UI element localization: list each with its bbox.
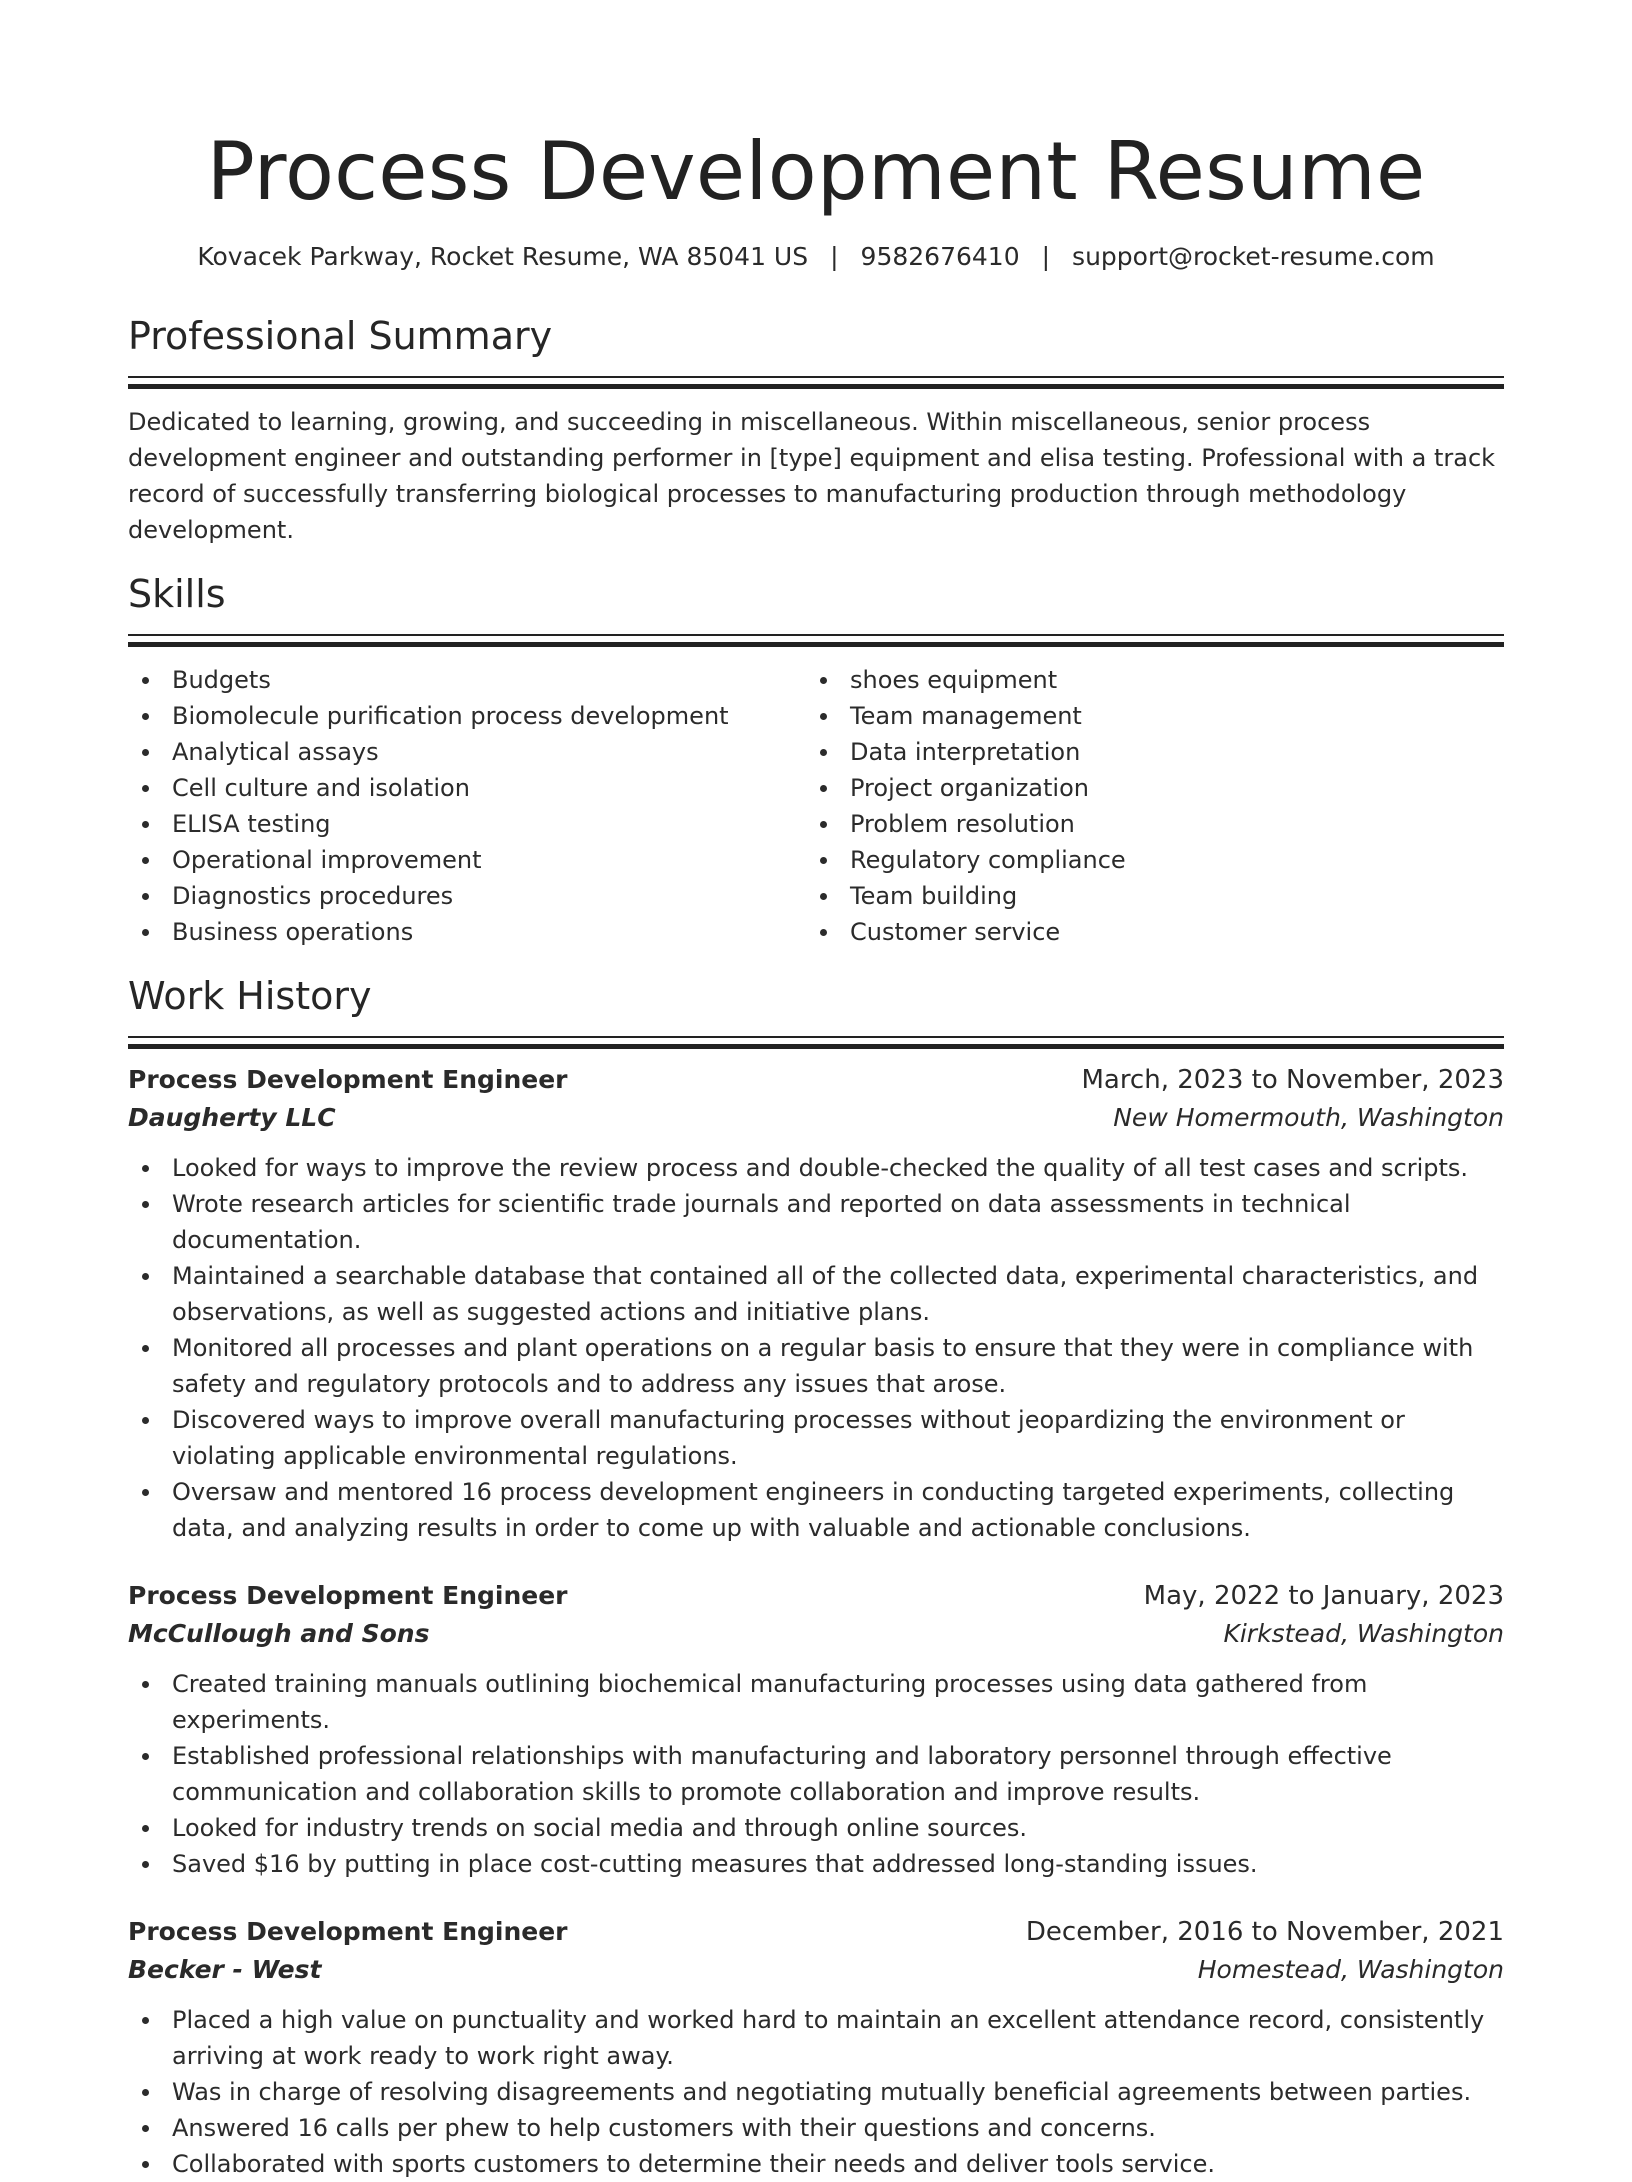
skill-item: Diagnostics procedures [128,878,806,914]
job-company-row [128,1950,1504,1990]
job-bullet: Looked for ways to improve the review process and double-checked the quality of all test cases and scripts. [128,1150,1504,1186]
job-title: Process Development Engineer [128,1065,568,1094]
resume-page [128,0,1504,2182]
job-bullet: Discovered ways to improve overall manufacturing processes without jeopardizing the environment or violating applicable environmental regulations. [128,1402,1504,1474]
job-header-row [128,1578,1504,1614]
job-header-row [128,1914,1504,1950]
contact-separator: | [1041,242,1051,271]
job-location: Kirkstead, Washington [1223,1619,1504,1648]
skill-item: Operational improvement [128,842,806,878]
skills-section [128,570,1504,950]
skills-list-right [806,662,1484,950]
job-bullet: Monitored all processes and plant operations on a regular basis to ensure that they were in compliance with safety and regulatory protocols and to address any issues that arose. [128,1330,1504,1402]
skill-item: Problem resolution [806,806,1484,842]
job-bullet: Collaborated with sports customers to determine their needs and deliver tools service. [128,2146,1504,2182]
job-entry [128,1914,1504,2182]
contact-line [128,240,1504,274]
contact-separator: | [830,242,839,271]
skill-item: Budgets [128,662,806,698]
job-entry [128,1062,1504,1546]
summary-text: Dedicated to learning, growing, and succeeding in miscellaneous. Within miscellaneous, senior process development engineer and outstanding performer in [type] equipment and elisa testing. Professional with a track record of successfully transferring biological processes to manufacturing production through methodology development. [128,408,1496,544]
skill-item: Regulatory compliance [806,842,1484,878]
section-divider [128,376,1504,390]
email-link[interactable]: support@rocket-resume.com [1072,242,1435,271]
job-company: Becker - West [128,1955,322,1984]
skill-item: Biomolecule purification process development [128,698,806,734]
job-bullet: Oversaw and mentored 16 process development engineers in conducting targeted experiments, collecting data, and analyzing results in order to come up with valuable and actionable conclusions. [128,1474,1504,1546]
job-bullet: Was in charge of resolving disagreements and negotiating mutually beneficial agreements between parties. [128,2074,1504,2110]
skill-item: Team management [806,698,1484,734]
skill-item: Project organization [806,770,1484,806]
job-entry [128,1578,1504,1882]
work-history-heading: Work History [128,974,372,1018]
section-divider [128,1036,1504,1050]
skills-grid [128,662,1504,950]
section-divider [128,634,1504,648]
job-header-row [128,1062,1504,1098]
skill-item: Cell culture and isolation [128,770,806,806]
job-company: Daugherty LLC [128,1103,336,1132]
job-company-row [128,1098,1504,1138]
summary-heading: Professional Summary [128,314,553,358]
summary-section [128,312,1504,548]
job-location: Homestead, Washington [1197,1955,1504,1984]
work-history-section [128,972,1504,2182]
resume-title: Process Development Resume [206,125,1426,218]
skills-heading: Skills [128,572,226,616]
job-bullets [128,1666,1504,1882]
job-title: Process Development Engineer [128,1917,568,1946]
job-bullet: Maintained a searchable database that contained all of the collected data, experimental characteristics, and observations, as well as suggested actions and initiative plans. [128,1258,1504,1330]
skills-list-left [128,662,806,950]
skill-item: ELISA testing [128,806,806,842]
job-company: McCullough and Sons [128,1619,430,1648]
phone: 9582676410 [860,242,1020,271]
job-bullet: Wrote research articles for scientific trade journals and reported on data assessments in technical documentation. [128,1186,1504,1258]
job-title: Process Development Engineer [128,1581,568,1610]
job-bullet: Saved $16 by putting in place cost-cutting measures that addressed long-standing issues. [128,1846,1504,1882]
job-company-row [128,1614,1504,1654]
job-bullet: Placed a high value on punctuality and worked hard to maintain an excellent attendance record, consistently arriving at work ready to work right away. [128,2002,1504,2074]
skill-item: Analytical assays [128,734,806,770]
job-bullets [128,2002,1504,2182]
skill-item: shoes equipment [806,662,1484,698]
skill-item: Team building [806,878,1484,914]
job-bullet: Created training manuals outlining biochemical manufacturing processes using data gathered from experiments. [128,1666,1504,1738]
job-bullet: Established professional relationships with manufacturing and laboratory personnel through effective communication and collaboration skills to promote collaboration and improve results. [128,1738,1504,1810]
skill-item: Customer service [806,914,1484,950]
job-dates: December, 2016 to November, 2021 [1025,1917,1504,1947]
job-location: New Homermouth, Washington [1113,1103,1504,1132]
address: Kovacek Parkway, Rocket Resume, WA 85041 US [197,242,809,271]
job-bullets [128,1150,1504,1546]
skill-item: Business operations [128,914,806,950]
job-dates: March, 2023 to November, 2023 [1081,1065,1504,1095]
skill-item: Data interpretation [806,734,1484,770]
job-bullet: Answered 16 calls per phew to help customers with their questions and concerns. [128,2110,1504,2146]
job-bullet: Looked for industry trends on social media and through online sources. [128,1810,1504,1846]
job-dates: May, 2022 to January, 2023 [1143,1581,1504,1611]
